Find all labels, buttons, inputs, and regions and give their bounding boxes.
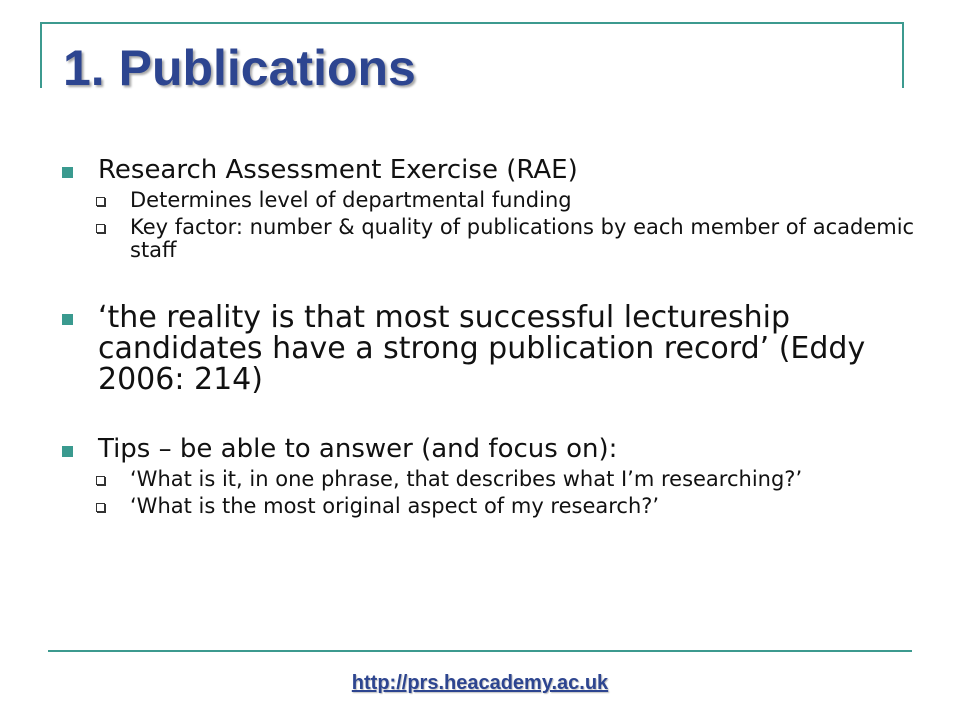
frame-right-line: [902, 22, 904, 88]
sub-bullet-item: [62, 189, 922, 212]
bullet-item: [62, 302, 922, 395]
frame-left-line: [40, 22, 42, 88]
bullet-text: Research Assessment Exercise (RAE): [98, 155, 578, 185]
sub-bullet-item: [62, 216, 922, 262]
slide-body: [62, 156, 922, 518]
square-bullet-icon: [62, 167, 73, 178]
sub-bullet-item: [62, 495, 922, 518]
footer-website-link[interactable]: http://prs.heacademy.ac.uk: [351, 672, 609, 694]
quote-text: ‘the reality is that most successful lectureship candidates have a strong publication record’ (Eddy 2006: 214): [98, 300, 866, 397]
hollow-square-bullet-icon: [96, 503, 105, 512]
sub-bullet-text: Determines level of departmental funding: [130, 188, 572, 212]
square-bullet-icon: [62, 446, 73, 457]
frame-top-line: [40, 22, 904, 24]
bullet-item: [62, 156, 922, 185]
square-bullet-icon: [62, 314, 73, 325]
sub-bullet-text: ‘What is the most original aspect of my research?’: [130, 494, 660, 518]
bullet-item: [62, 435, 922, 464]
hollow-square-bullet-icon: [96, 224, 105, 233]
bullet-text: Tips – be able to answer (and focus on):: [98, 434, 618, 464]
hollow-square-bullet-icon: [96, 476, 105, 485]
sub-bullet-item: [62, 468, 922, 491]
hollow-square-bullet-icon: [96, 197, 105, 206]
slide-title: 1. Publications: [63, 40, 416, 96]
sub-bullet-text: Key factor: number & quality of publications by each member of academic staff: [130, 215, 915, 262]
sub-bullet-text: ‘What is it, in one phrase, that describes what I’m researching?’: [130, 467, 803, 491]
frame-bottom-line: [48, 650, 912, 652]
